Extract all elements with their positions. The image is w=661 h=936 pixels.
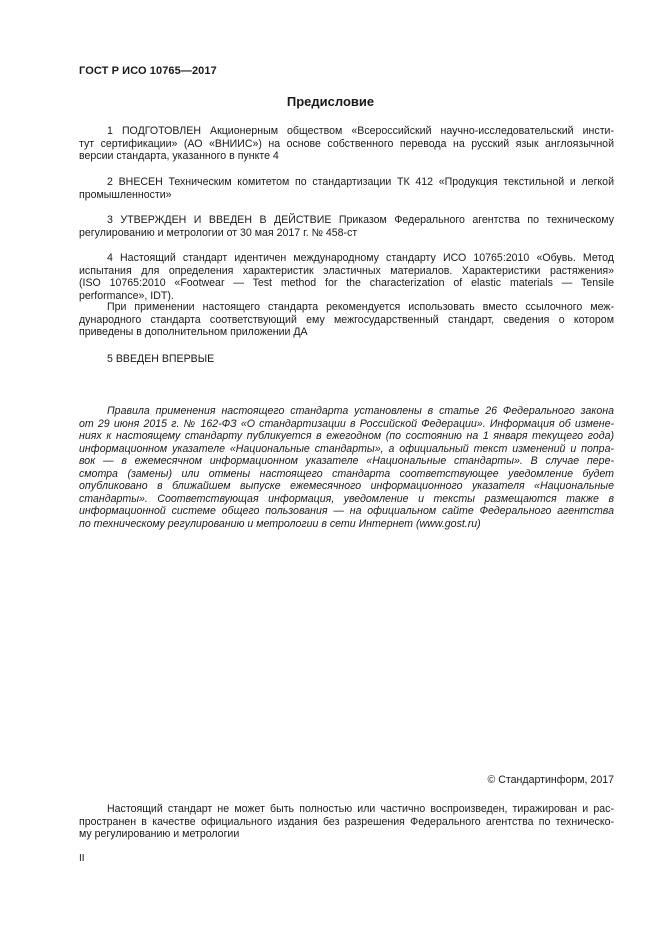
preface-item-4 — [79, 252, 614, 302]
text-line: информационной системе общего пользования — на официальном сайте Федерального агентства — [79, 505, 614, 517]
text-line: промышленности» — [79, 188, 172, 201]
preface-item-5 — [79, 353, 614, 366]
text-line: информационном указателе «Национальные стандарты», а официальный текст изменений и попра- — [79, 442, 614, 455]
text-line: performance», IDT). — [79, 289, 174, 302]
preface-item-1 — [79, 125, 614, 163]
preface-item-4-note — [79, 301, 614, 339]
text-line: му регулированию и метрологии — [79, 828, 240, 840]
page-title: Предисловие — [286, 94, 375, 109]
text-line: ниях к настоящему стандарту публикуется в ежегодном (по состоянию на 1 января текущего года) — [79, 430, 614, 442]
text-line: регулированию и метрологии от 30 мая 2017 г. № 458-ст — [79, 226, 358, 239]
text-line: Настоящий стандарт не может быть полностью или частично воспроизведен, тиражирован и рас- — [107, 803, 614, 815]
text-line: 5 ВВЕДЕН ВПЕРВЫЕ — [107, 353, 215, 365]
text-line: приведены в дополнительном приложении ДА — [79, 326, 308, 338]
text-line: пространен в качестве официального издания без разрешения Федерального агентства по техническо- — [79, 815, 614, 828]
preface-item-3 — [79, 214, 614, 239]
text-line: версии стандарта, указанного в пункте 4 — [79, 150, 279, 162]
preface-item-2 — [79, 176, 614, 201]
reproduction-notice — [79, 803, 614, 841]
text-line: стандарты». Соответствующая информация, уведомление и тексты размещаются также в — [79, 492, 614, 505]
copyright: © Стандартинформ, 2017 — [487, 774, 614, 786]
text-line: 3 УТВЕРЖДЕН И ВВЕДЕН В ДЕЙСТВИЕ Приказом Федерального агентства по техническому — [107, 214, 614, 226]
text-line: тут сертификации» (АО «ВНИИС») на основе собственного перевода на русский язык англоязычной — [79, 137, 614, 150]
text-line: (ISO 10765:2010 «Footwear — Test method for the characterization of elastic materials — Tensile — [79, 277, 614, 289]
text-line: дународного стандарта соответствующий ему межгосударственный стандарт, сведения о котором — [79, 313, 614, 326]
text-line: вок — в ежемесячном информационном указателе «Национальные стандарты». В случае пере- — [79, 455, 614, 467]
text-line: 1 ПОДГОТОВЛЕН Акционерным обществом «Всероссийский научно-исследовательский инсти- — [107, 125, 614, 137]
text-line: испытания для определения характеристик эластичных материалов. Характеристики растяжения» — [79, 264, 614, 277]
text-line: по техническому регулированию и метрологии в сети Интернет (www.gost.ru) — [79, 517, 481, 530]
text-line: от 29 июня 2015 г. № 162-ФЗ «О стандартизации в Российской Федерации». Информация об измене- — [79, 417, 614, 430]
text-line: 2 ВНЕСЕН Техническим комитетом по стандартизации ТК 412 «Продукция текстильной и легкой — [107, 176, 614, 188]
text-line: смотра (замены) или отмены настоящего стандарта соответствующее уведомление будет — [79, 467, 614, 480]
page-number: II — [79, 853, 85, 864]
text-line: опубликовано в ближайшем выпуске ежемесячного информационного указателя «Национальные — [79, 480, 614, 492]
text-line: 4 Настоящий стандарт идентичен международному стандарту ИСО 10765:2010 «Обувь. Метод — [107, 252, 614, 264]
document-code: ГОСТ Р ИСО 10765—2017 — [79, 65, 217, 77]
standard-rules-notice — [79, 405, 614, 530]
text-line: Правила применения настоящего стандарта установлены в статье 26 Федерального закона — [107, 405, 614, 417]
text-line: При применении настоящего стандарта рекомендуется использовать вместо ссылочного меж- — [107, 301, 614, 313]
